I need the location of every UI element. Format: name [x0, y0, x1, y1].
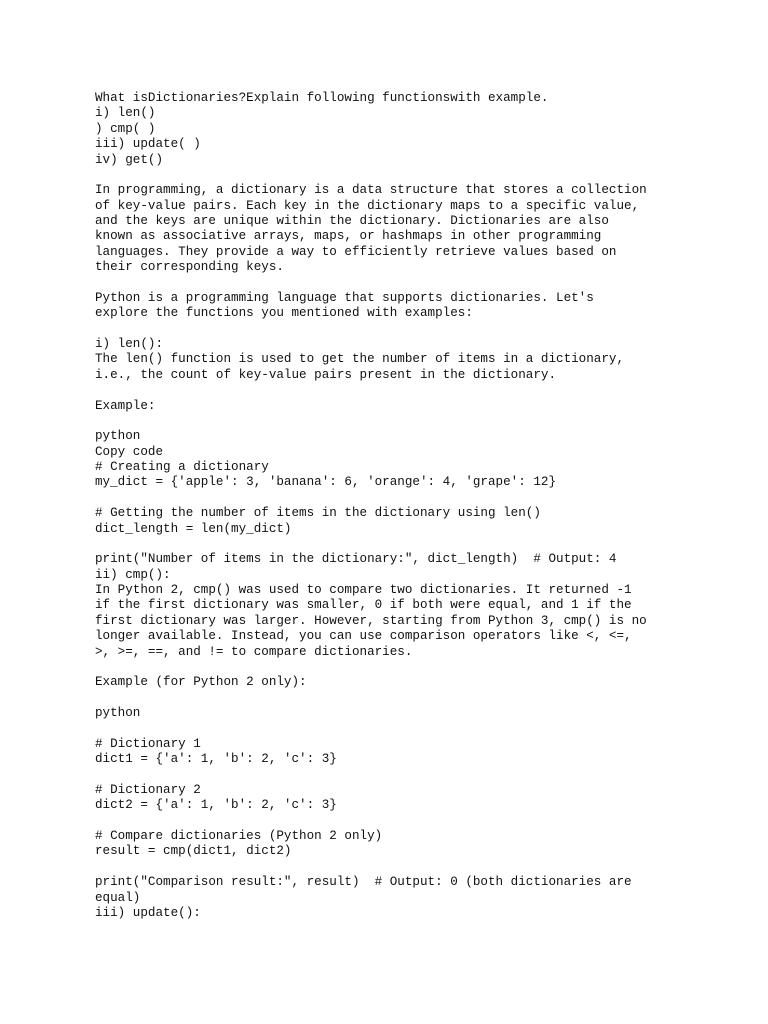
question-item-update: iii) update( ): [95, 137, 201, 152]
intro-paragraph-line: In programming, a dictionary is a data structure that stores a collection: [95, 183, 647, 198]
code-line: dict2 = {'a': 1, 'b': 2, 'c': 3}: [95, 798, 337, 813]
blank-line: [95, 414, 755, 429]
cmp-description-line: longer available. Instead, you can use comparison operators like <, <=,: [95, 629, 632, 644]
code-line: equal): [95, 890, 141, 905]
intro-paragraph-line: of key-value pairs. Each key in the dictionary maps to a specific value,: [95, 198, 640, 213]
intro-paragraph-line: known as associative arrays, maps, or hashmaps in other programming: [95, 229, 602, 244]
code-line: # Dictionary 2: [95, 782, 201, 797]
len-description-line: i.e., the count of key-value pairs present in the dictionary.: [95, 367, 557, 382]
question-line: What isDictionaries?Explain following functionswith example.: [95, 91, 549, 105]
blank-line: [95, 537, 755, 552]
section-heading-cmp: ii) cmp():: [95, 567, 171, 582]
question-item-cmp: ) cmp( ): [95, 121, 156, 136]
python-paragraph-line: Python is a programming language that supports dictionaries. Let's: [95, 290, 594, 305]
question-item-len: i) len(): [95, 106, 156, 121]
intro-paragraph-line: languages. They provide a way to efficiently retrieve values based on: [95, 244, 617, 259]
code-line: # Dictionary 1: [95, 736, 201, 751]
code-language-label: python: [95, 706, 141, 720]
blank-line: [95, 814, 755, 829]
blank-line: [95, 491, 755, 506]
code-line: print("Number of items in the dictionary:", dict_length) # Output: 4: [95, 552, 617, 567]
section-heading-len: i) len():: [95, 337, 164, 351]
question-item-get: iv) get(): [95, 152, 164, 167]
code-line: result = cmp(dict1, dict2): [95, 844, 292, 859]
cmp-description-line: In Python 2, cmp() was used to compare two dictionaries. It returned -1: [95, 583, 632, 597]
intro-paragraph-line: and the keys are unique within the dictionary. Dictionaries are also: [95, 214, 609, 228]
intro-paragraph-line: their corresponding keys.: [95, 260, 284, 275]
blank-line: [95, 691, 755, 706]
code-line: # Getting the number of items in the dictionary using len(): [95, 506, 541, 521]
document-page: [95, 91, 755, 921]
example-label: Example:: [95, 398, 156, 413]
blank-line: [95, 660, 755, 675]
copy-code-label: Copy code: [95, 444, 164, 459]
code-line: print("Comparison result:", result) # Output: 0 (both dictionaries are: [95, 875, 632, 890]
blank-line: [95, 768, 755, 783]
code-line: # Creating a dictionary: [95, 460, 269, 474]
blank-line: [95, 322, 755, 337]
example-label: Example (for Python 2 only):: [95, 675, 307, 690]
code-line: # Compare dictionaries (Python 2 only): [95, 829, 383, 843]
code-line: dict_length = len(my_dict): [95, 521, 292, 536]
blank-line: [95, 276, 755, 291]
cmp-description-line: >, >=, ==, and != to compare dictionaries.: [95, 644, 413, 659]
len-description-line: The len() function is used to get the number of items in a dictionary,: [95, 352, 625, 367]
section-heading-update: iii) update():: [95, 905, 201, 920]
blank-line: [95, 860, 755, 875]
python-paragraph-line: explore the functions you mentioned with examples:: [95, 306, 473, 321]
cmp-description-line: if the first dictionary was smaller, 0 if both were equal, and 1 if the: [95, 598, 632, 613]
cmp-description-line: first dictionary was larger. However, starting from Python 3, cmp() is no: [95, 613, 647, 628]
blank-line: [95, 383, 755, 398]
blank-line: [95, 168, 755, 183]
code-line: dict1 = {'a': 1, 'b': 2, 'c': 3}: [95, 752, 337, 767]
code-language-label: python: [95, 429, 141, 444]
code-line: my_dict = {'apple': 3, 'banana': 6, 'orange': 4, 'grape': 12}: [95, 475, 557, 490]
blank-line: [95, 721, 755, 736]
